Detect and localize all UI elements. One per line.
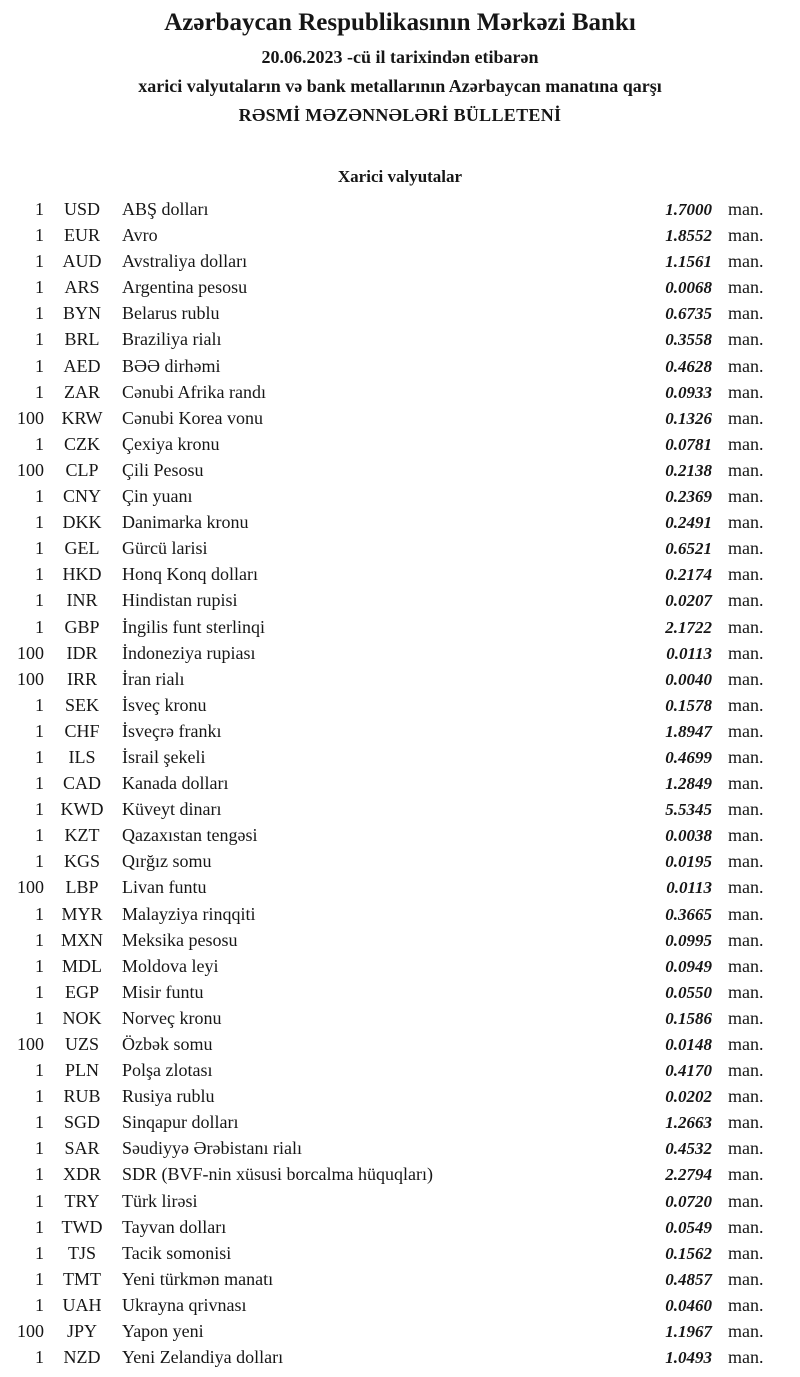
unit-label-cell: man. [728,355,764,376]
table-row [0,1318,800,1344]
unit-label-cell: man. [728,433,764,454]
rate-value-cell: 0.4699 [665,747,712,767]
quantity-cell: 1 [35,199,44,219]
rate-value-cell: 0.0038 [665,826,712,846]
table-row [0,1344,800,1370]
currency-code-cell: SAR [64,1138,100,1159]
quantity-cell: 1 [35,303,44,324]
quantity-cell: 1 [35,381,44,402]
currency-name-cell: İran rialı [122,668,185,689]
currency-name-cell: Qırğız somu [122,851,212,872]
rate-value-cell: 0.0195 [665,852,712,872]
unit-label-cell: man. [728,512,764,533]
quantity-cell: 100 [17,1321,44,1342]
rate-value-cell: 1.2849 [665,774,712,794]
unit-label-cell: man. [728,1164,764,1185]
currency-code-cell: KZT [64,825,100,846]
unit-label-cell: man. [728,1268,764,1289]
table-row [0,196,800,222]
currency-code-cell: CNY [62,486,101,507]
currency-code-cell: UZS [64,1034,99,1054]
rate-value-cell: 1.0493 [665,1348,712,1368]
currency-code-cell: JPY [66,1321,97,1342]
currency-code-cell: KWD [60,799,104,820]
table-row [0,1083,800,1109]
quantity-cell: 1 [35,538,44,559]
unit-label-cell: man. [728,459,764,480]
currency-code-cell: GBP [64,616,100,637]
table-row [0,457,800,483]
table-row [0,692,800,718]
table-row [0,1109,800,1135]
unit-label-cell: man. [728,694,764,715]
currency-code-cell: MXN [60,929,103,950]
currency-code-cell: TWD [61,1216,103,1237]
quantity-cell: 1 [35,277,44,298]
currency-name-cell: Danimarka kronu [122,512,249,533]
quantity-cell: 1 [35,981,44,1002]
unit-label-cell: man. [728,799,764,820]
rate-value-cell: 0.2491 [665,513,712,533]
currency-code-cell: CLP [65,459,99,480]
currency-name-cell: Rusiya rublu [122,1086,215,1107]
rate-value-cell: 2.2794 [665,1165,712,1185]
rate-value-cell: 0.0113 [666,643,712,663]
unit-label-cell: man. [728,199,764,219]
quantity-cell: 1 [35,1112,44,1133]
unit-label-cell: man. [728,877,764,898]
rate-value-cell: 0.6521 [665,539,712,559]
table-row [0,535,800,561]
bulletin-title: RƏSMİ MƏZƏNNƏLƏRİ BÜLLETENİ [238,105,562,125]
currency-name-cell: Honq Konq dolları [122,564,258,585]
quantity-cell: 1 [35,929,44,950]
table-row [0,744,800,770]
unit-label-cell: man. [728,1242,764,1263]
currency-code-cell: TRY [64,1190,100,1211]
unit-label-cell: man. [728,929,764,950]
table-row [0,614,800,640]
currency-name-cell: ABŞ dolları [122,199,209,219]
quantity-cell: 1 [35,1294,44,1315]
table-row [0,1214,800,1240]
quantity-cell: 1 [35,1086,44,1107]
currency-code-cell: KRW [61,407,103,428]
quantity-cell: 100 [17,668,44,689]
table-row [0,1135,800,1161]
unit-label-cell: man. [728,1216,764,1237]
unit-label-cell: man. [728,303,764,324]
quantity-cell: 100 [17,407,44,428]
rate-value-cell: 0.2138 [665,460,712,480]
quantity-cell: 1 [35,1007,44,1028]
quantity-cell: 100 [17,459,44,480]
quantity-cell: 1 [35,1164,44,1185]
quantity-cell: 1 [35,590,44,611]
rate-value-cell: 0.0933 [665,382,712,402]
table-row [0,222,800,248]
rate-value-cell: 0.4857 [665,1269,712,1289]
rate-value-cell: 0.4628 [665,356,712,376]
subject-line: xarici valyutaların və bank metallarının Azərbaycan manatına qarşı [138,76,662,96]
table-row [0,1292,800,1318]
currency-name-cell: Tacik somonisi [122,1242,232,1263]
currency-name-cell: İsveç kronu [122,694,207,715]
rate-value-cell: 0.0202 [665,1087,712,1107]
table-row [0,379,800,405]
unit-label-cell: man. [728,1112,764,1133]
unit-label-cell: man. [728,903,764,924]
currency-name-cell: Yapon yeni [122,1321,204,1342]
table-row [0,587,800,613]
rate-value-cell: 0.2174 [665,565,712,585]
quantity-cell: 100 [17,877,44,898]
table-row [0,640,800,666]
currency-name-cell: Meksika pesosu [122,929,238,950]
unit-label-cell: man. [728,225,764,246]
currency-name-cell: Səudiyyə Ərəbistanı rialı [122,1138,302,1159]
table-row [0,822,800,848]
table-row [0,509,800,535]
rate-value-cell: 0.0068 [665,278,712,298]
currency-code-cell: IDR [66,642,98,663]
table-row [0,901,800,927]
unit-label-cell: man. [728,1190,764,1211]
quantity-cell: 1 [35,329,44,350]
quantity-cell: 1 [35,225,44,246]
unit-label-cell: man. [728,1060,764,1081]
table-row [0,561,800,587]
currency-name-cell: Cənubi Korea vonu [122,407,263,428]
quantity-cell: 1 [35,433,44,454]
currency-name-cell: İsveçrə frankı [122,720,222,741]
rate-value-cell: 0.3558 [665,330,712,350]
currency-name-cell: Tayvan dolları [122,1216,227,1237]
unit-label-cell: man. [728,1007,764,1028]
currency-code-cell: ILS [68,746,96,767]
quantity-cell: 1 [35,512,44,533]
quantity-cell: 100 [17,1034,44,1054]
currency-code-cell: UAH [62,1294,102,1315]
table-row [0,248,800,274]
table-row [0,1266,800,1292]
rate-value-cell: 0.0720 [665,1191,712,1211]
unit-label-cell: man. [728,407,764,428]
currency-name-cell: Moldova leyi [122,955,219,976]
quantity-cell: 1 [35,486,44,507]
currency-code-cell: NOK [62,1007,102,1028]
currency-name-cell: Yeni türkmən manatı [122,1268,274,1289]
rate-value-cell: 1.8947 [665,721,712,741]
currency-code-cell: NZD [63,1347,101,1368]
quantity-cell: 1 [35,825,44,846]
currency-name-cell: Sinqapur dolları [122,1112,239,1133]
currency-code-cell: MYR [61,903,103,924]
currency-name-cell: İsrail şekeli [122,746,206,767]
rate-value-cell: 0.4532 [665,1139,712,1159]
rate-value-cell: 0.0207 [665,591,712,611]
table-row [0,300,800,326]
currency-code-cell: BYN [62,303,101,324]
unit-label-cell: man. [728,1347,764,1368]
currency-code-cell: DKK [62,512,102,533]
currency-name-cell: Küveyt dinarı [122,799,222,820]
quantity-cell: 1 [35,1190,44,1211]
currency-name-cell: Avstraliya dolları [122,251,248,272]
quantity-cell: 1 [35,955,44,976]
rate-value-cell: 1.7000 [665,200,712,219]
currency-name-cell: Braziliya rialı [122,329,222,350]
currency-code-cell: TJS [67,1242,96,1263]
currency-name-cell: Qazaxıstan tengəsi [122,825,258,846]
currency-code-cell: USD [63,199,100,219]
currency-code-cell: HKD [62,564,102,585]
rate-value-cell: 2.1722 [665,617,712,637]
currency-name-cell: Misir funtu [122,981,204,1002]
table-row [0,666,800,692]
unit-label-cell: man. [728,720,764,741]
rate-value-cell: 0.0949 [665,956,712,976]
table-row [0,1057,800,1083]
rate-value-cell: 0.1326 [665,408,712,428]
table-row [0,874,800,900]
unit-label-cell: man. [728,642,764,663]
unit-label-cell: man. [728,590,764,611]
table-row [0,353,800,379]
currency-name-cell: Norveç kronu [122,1007,222,1028]
currency-name-cell: Cənubi Afrika randı [122,381,266,402]
effective-date: 20.06.2023 -cü il tarixindən etibarən [261,47,539,67]
table-row [0,848,800,874]
currency-name-cell: Belarus rublu [122,303,220,324]
rate-value-cell: 1.8552 [665,226,712,246]
table-row [0,718,800,744]
currency-name-cell: Polşa zlotası [122,1060,213,1081]
quantity-cell: 1 [35,746,44,767]
table-row [0,405,800,431]
currency-name-cell: Özbək somu [122,1034,213,1054]
currency-code-cell: PLN [64,1060,99,1081]
currency-code-cell: CZK [64,433,100,454]
table-row [0,1031,800,1057]
currency-code-cell: CAD [62,773,101,794]
quantity-cell: 1 [35,720,44,741]
unit-label-cell: man. [728,381,764,402]
unit-label-cell: man. [728,251,764,272]
currency-code-cell: IRR [66,668,97,689]
currency-name-cell: İndoneziya rupiası [122,642,256,663]
currency-code-cell: SEK [64,694,99,715]
table-row [0,979,800,1005]
unit-label-cell: man. [728,1321,764,1342]
currency-name-cell: Ukrayna qrivnası [122,1294,247,1315]
unit-label-cell: man. [728,825,764,846]
currency-code-cell: BRL [64,329,100,350]
quantity-cell: 100 [17,642,44,663]
rate-value-cell: 0.3665 [665,904,712,924]
quantity-cell: 1 [35,1347,44,1368]
quantity-cell: 1 [35,1060,44,1081]
table-row [0,796,800,822]
rate-value-cell: 0.1562 [665,1243,712,1263]
currency-name-cell: SDR (BVF-nin xüsusi borcalma hüquqları) [122,1164,433,1185]
quantity-cell: 1 [35,1242,44,1263]
currency-code-cell: LBP [65,877,99,898]
unit-label-cell: man. [728,329,764,350]
currency-code-cell: ZAR [64,381,100,402]
rate-value-cell: 5.5345 [665,800,712,820]
rate-value-cell: 0.0040 [665,669,712,689]
section-title-foreign-currencies: Xarici valyutalar [337,167,463,186]
unit-label-cell: man. [728,564,764,585]
currency-name-cell: Kanada dolları [122,773,229,794]
rate-value-cell: 0.0550 [665,982,712,1002]
unit-label-cell: man. [728,1138,764,1159]
rate-value-cell: 0.0148 [665,1035,712,1054]
currency-name-cell: BƏƏ dirhəmi [122,355,221,376]
rate-value-cell: 0.0549 [665,1217,712,1237]
quantity-cell: 1 [35,1138,44,1159]
rate-value-cell: 0.0113 [666,878,712,898]
rate-value-cell: 0.1586 [665,1008,712,1028]
table-row [0,1161,800,1187]
rate-value-cell: 0.0781 [665,434,712,454]
rate-value-cell: 1.1967 [665,1322,712,1342]
quantity-cell: 1 [35,773,44,794]
rate-value-cell: 1.2663 [665,1113,712,1133]
unit-label-cell: man. [728,851,764,872]
unit-label-cell: man. [728,277,764,298]
quantity-cell: 1 [35,251,44,272]
rate-value-cell: 0.4170 [665,1061,712,1081]
currency-code-cell: XDR [62,1164,101,1185]
unit-label-cell: man. [728,1294,764,1315]
currency-name-cell: Çili Pesosu [122,459,204,480]
bank-name: Azərbaycan Respublikasının Mərkəzi Bankı [164,9,636,36]
currency-code-cell: KGS [63,851,100,872]
currency-code-cell: AED [63,355,101,376]
currency-code-cell: SGD [63,1112,100,1133]
rate-value-cell: 0.0995 [665,930,712,950]
currency-code-cell: EUR [64,225,100,246]
currency-code-cell: ARS [64,277,100,298]
table-row [0,770,800,796]
table-row [0,927,800,953]
rate-value-cell: 0.0460 [665,1295,712,1315]
rates-table [0,196,800,1370]
rate-value-cell: 0.6735 [665,304,712,324]
currency-code-cell: AUD [62,251,102,272]
table-row [0,953,800,979]
currency-code-cell: CHF [64,720,100,741]
currency-name-cell: Avro [122,225,158,246]
quantity-cell: 1 [35,564,44,585]
quantity-cell: 1 [35,1268,44,1289]
table-row [0,1240,800,1266]
currency-code-cell: TMT [63,1268,101,1289]
currency-name-cell: Yeni Zelandiya dolları [122,1347,284,1368]
currency-name-cell: Gürcü larisi [122,538,208,559]
currency-name-cell: Çin yuanı [122,486,193,507]
currency-code-cell: GEL [64,538,100,559]
rate-value-cell: 0.2369 [665,487,712,507]
currency-name-cell: Livan funtu [122,877,207,898]
table-row [0,431,800,457]
table-row [0,274,800,300]
currency-name-cell: Hindistan rupisi [122,590,238,611]
table-row [0,1005,800,1031]
quantity-cell: 1 [35,903,44,924]
table-row [0,326,800,352]
unit-label-cell: man. [728,486,764,507]
rate-value-cell: 0.1578 [665,695,712,715]
unit-label-cell: man. [728,746,764,767]
quantity-cell: 1 [35,799,44,820]
currency-name-cell: Türk lirəsi [122,1190,198,1211]
rate-value-cell: 1.1561 [665,252,712,272]
currency-name-cell: Argentina pesosu [122,277,248,298]
quantity-cell: 1 [35,851,44,872]
unit-label-cell: man. [728,981,764,1002]
table-row [0,1188,800,1214]
quantity-cell: 1 [35,694,44,715]
unit-label-cell: man. [728,955,764,976]
quantity-cell: 1 [35,1216,44,1237]
currency-code-cell: MDL [62,955,102,976]
unit-label-cell: man. [728,668,764,689]
quantity-cell: 1 [35,355,44,376]
currency-code-cell: INR [66,590,98,611]
unit-label-cell: man. [728,616,764,637]
quantity-cell: 1 [35,616,44,637]
unit-label-cell: man. [728,1086,764,1107]
currency-name-cell: Malayziya rinqqiti [122,903,256,924]
currency-name-cell: İngilis funt sterlinqi [122,616,265,637]
currency-code-cell: RUB [63,1086,101,1107]
unit-label-cell: man. [728,538,764,559]
currency-name-cell: Çexiya kronu [122,433,220,454]
table-row [0,483,800,509]
unit-label-cell: man. [728,773,764,794]
unit-label-cell: man. [728,1034,764,1054]
currency-code-cell: EGP [64,981,99,1002]
